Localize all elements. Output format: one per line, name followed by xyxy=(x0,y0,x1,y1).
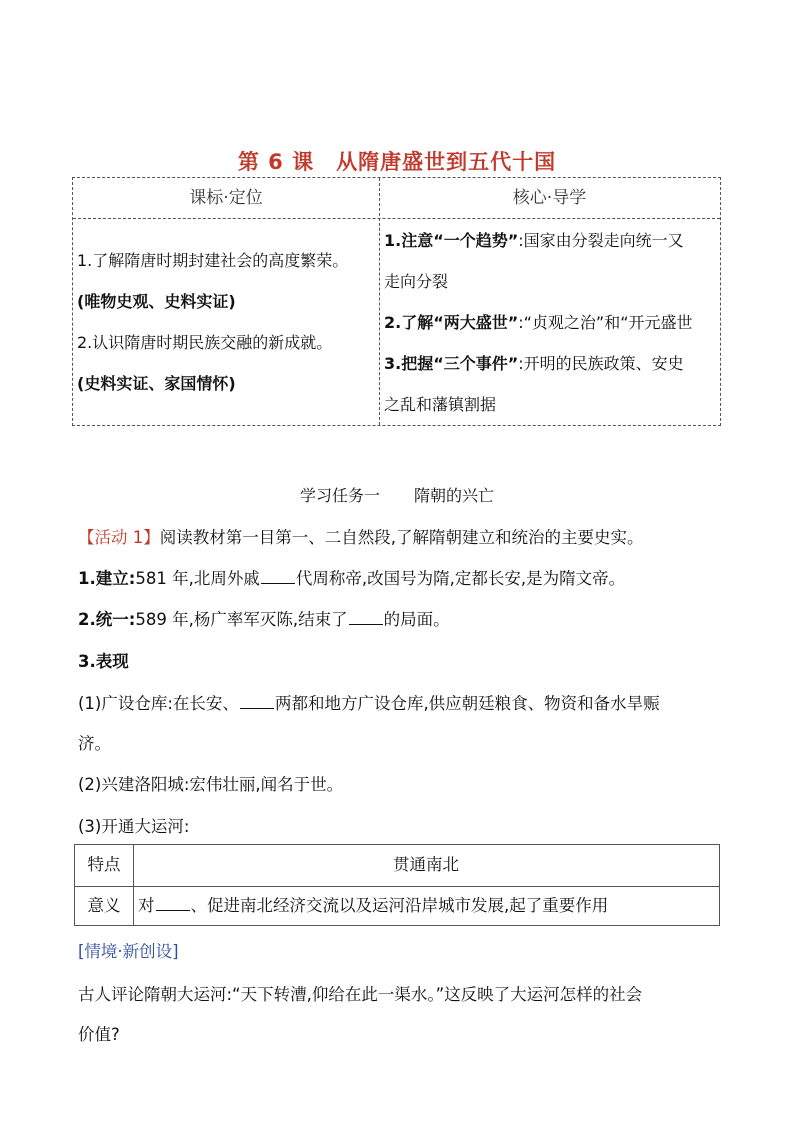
guide-key: 2.了解“两大盛世” xyxy=(384,313,519,332)
activity-tag: 【活动 1】 xyxy=(78,528,160,547)
significance-text: 对 xyxy=(138,896,155,915)
guide-text: 走向分裂 xyxy=(384,272,449,291)
sub-item-1-cont: 济。 xyxy=(78,734,111,753)
item-1-text: 581 年,北周外戚 xyxy=(135,569,260,588)
item-2-key: 2.统一: xyxy=(78,610,136,629)
left-header: 课标·定位 xyxy=(189,188,263,208)
canal-table xyxy=(74,844,720,926)
scene-question-cont: 价值? xyxy=(78,1025,120,1044)
goal-line: (唯物史观、史料实证) xyxy=(77,292,236,311)
guide-line xyxy=(384,232,719,273)
activity-line xyxy=(78,524,644,548)
item-1-key: 1.建立: xyxy=(78,569,136,588)
sub-item-text: (1)广设仓库:在长安、 xyxy=(78,694,239,713)
guide-key: 1.注意“一个趋势” xyxy=(384,231,519,250)
guide-line xyxy=(384,396,719,437)
feature-value: 贯通南北 xyxy=(393,855,459,874)
guide-key: 3.把握“三个事件” xyxy=(384,354,519,373)
guide-text: :国家由分裂走向统一又 xyxy=(518,231,684,250)
item-1-text: 代周称帝,改国号为隋,定都长安,是为隋文帝。 xyxy=(295,569,626,588)
significance-text: 、促进南北经济交流以及运河沿岸城市发展,起了重要作用 xyxy=(190,896,609,915)
item-1 xyxy=(78,565,625,589)
fill-blank[interactable] xyxy=(156,896,190,911)
guide-line xyxy=(384,355,719,396)
task-name: 隋朝的兴亡 xyxy=(414,486,495,505)
sub-item-text: 两都和地方广设仓库,供应朝廷粮食、物资和备水旱赈 xyxy=(274,694,660,713)
guide-text: :“贞观之治”和“开元盛世 xyxy=(518,313,693,332)
item-2 xyxy=(78,606,450,630)
scene-tag: [情境·新创设] xyxy=(78,942,179,961)
significance-label: 意义 xyxy=(87,896,121,915)
guide-text: 之乱和藩镇割据 xyxy=(384,395,497,414)
task-label: 学习任务一 xyxy=(299,486,380,505)
item-2-text: 的局面。 xyxy=(383,610,450,629)
lesson-title: 第 6 课 从隋唐盛世到五代十国 xyxy=(237,150,557,174)
significance-value xyxy=(138,886,718,926)
guide-text: :开明的民族政策、安史 xyxy=(518,354,684,373)
right-header: 核心·导学 xyxy=(512,188,587,208)
goal-line: (史料实证、家国情怀) xyxy=(77,374,236,393)
sub-item-2: (2)兴建洛阳城:宏伟壮丽,闻名于世。 xyxy=(78,775,344,794)
item-3-key: 3.表现 xyxy=(78,652,129,671)
goal-line: 2.认识隋唐时期民族交融的新成就。 xyxy=(77,333,333,352)
sub-item-1 xyxy=(78,690,660,714)
goal-line: 1.了解隋唐时期封建社会的高度繁荣。 xyxy=(77,251,349,270)
overview-table xyxy=(72,177,721,426)
item-2-text: 589 年,杨广率军灭陈,结束了 xyxy=(135,610,348,629)
activity-text: 阅读教材第一目第一、二自然段,了解隋朝建立和统治的主要史实。 xyxy=(159,528,644,547)
fill-blank[interactable] xyxy=(240,694,274,709)
sub-item-3: (3)开通大运河: xyxy=(78,817,190,836)
feature-label: 特点 xyxy=(87,855,121,874)
fill-blank[interactable] xyxy=(349,610,383,625)
guide-line xyxy=(384,314,719,355)
fill-blank[interactable] xyxy=(261,569,295,584)
table-header-divider xyxy=(73,218,720,219)
curriculum-goals xyxy=(77,252,377,416)
section-heading xyxy=(0,483,794,506)
guide-line xyxy=(384,273,719,314)
scene-question: 古人评论隋朝大运河:“天下转漕,仰给在此一渠水。”这反映了大运河怎样的社会 xyxy=(78,985,643,1004)
core-guide xyxy=(384,232,719,437)
